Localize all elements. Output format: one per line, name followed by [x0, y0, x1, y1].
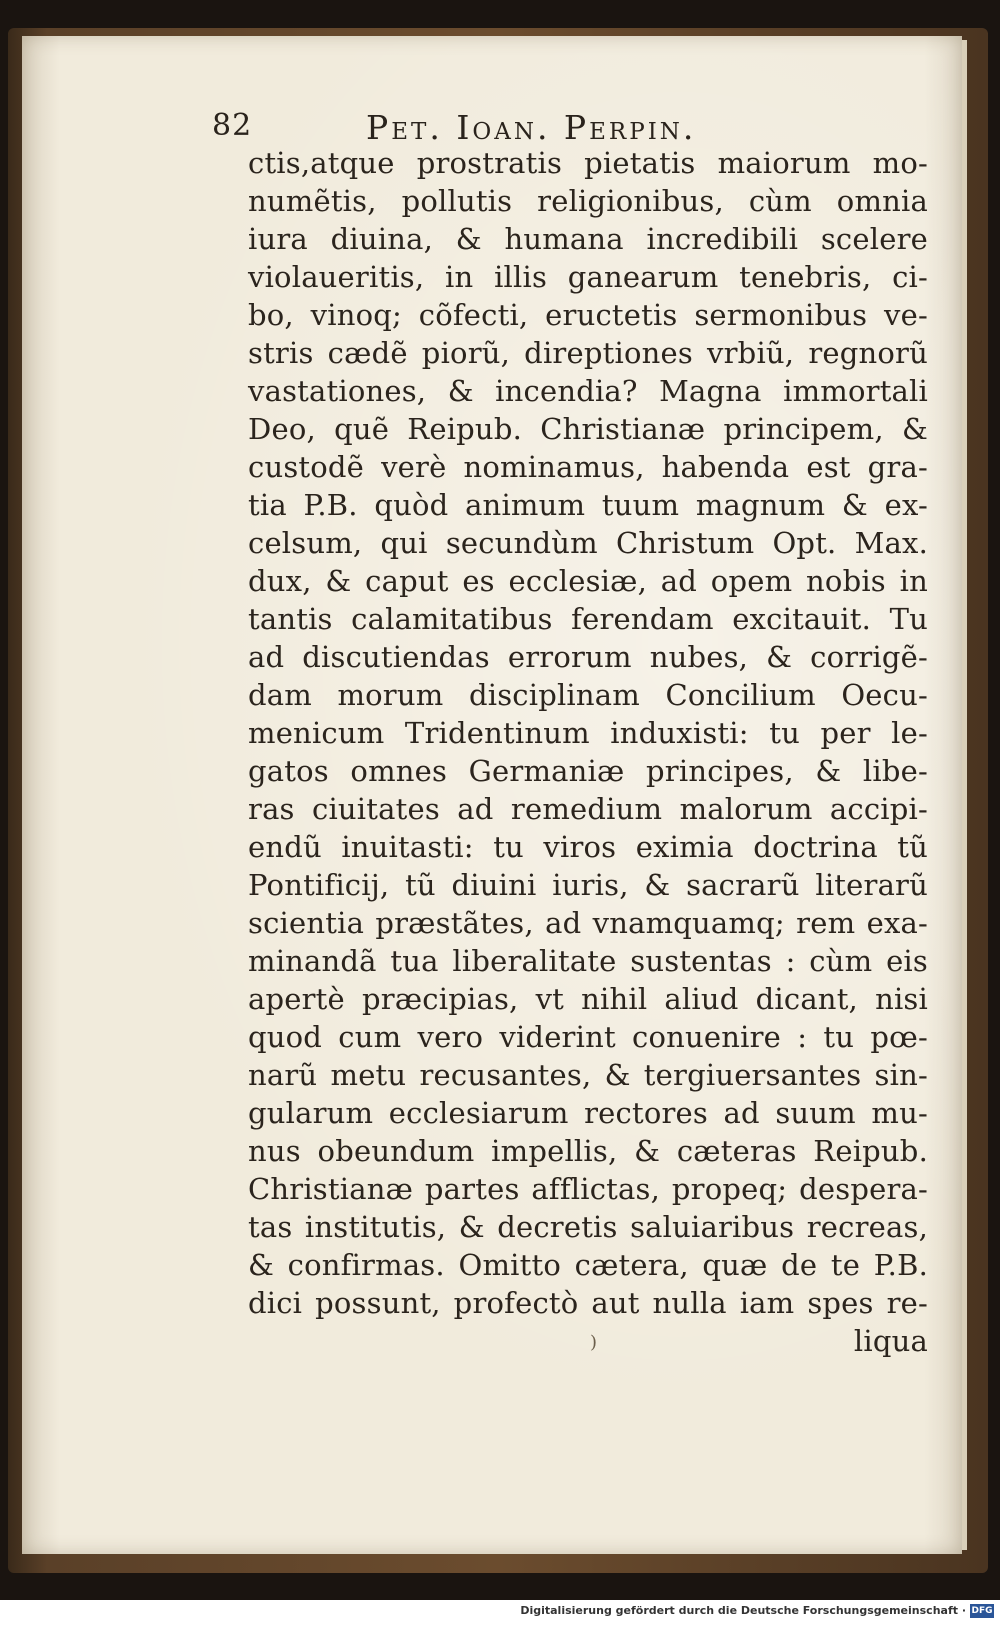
text-line: violaueritis, in illis ganearum tenebris, ci-	[248, 260, 928, 294]
book-page	[22, 36, 962, 1554]
text-line: stris cædẽ piorũ, direptiones vrbiũ, regnorũ	[248, 336, 928, 370]
text-line: Christianæ partes afflictas, propeq; despera-	[248, 1172, 928, 1206]
text-line: iura diuina, & humana incredibili scelere	[248, 222, 928, 256]
text-line: custodẽ verè nominamus, habenda est gra-	[248, 450, 928, 484]
digitization-footer	[0, 1600, 1000, 1626]
text-line: narũ metu recusantes, & tergiuersantes sin-	[248, 1058, 928, 1092]
ink-mark: )	[590, 1332, 598, 1353]
funding-credit: Digitalisierung gefördert durch die Deutsche Forschungsgemeinschaft ·	[520, 1604, 966, 1617]
text-line: tantis calamitatibus ferendam excitauit. Tu	[248, 602, 928, 636]
text-line: quod cum vero viderint conuenire : tu pœ-	[248, 1020, 928, 1054]
text-line: Pontificij, tũ diuini iuris, & sacrarũ literarũ	[248, 868, 928, 902]
text-line: ad discutiendas errorum nubes, & corrigẽ-	[248, 640, 928, 674]
text-line: apertè præcipias, vt nihil aliud dicant, nisi	[248, 982, 928, 1016]
text-line: bo, vinoq; cõfecti, eructetis sermonibus ve-	[248, 298, 928, 332]
text-line: Deo, quẽ Reipub. Christianæ principem, &	[248, 412, 928, 446]
running-head: Pet. Ioan. Perpin.	[366, 108, 697, 147]
text-line: dux, & caput es ecclesiæ, ad opem nobis in	[248, 564, 928, 598]
text-line: tas institutis, & decretis saluiaribus recreas,	[248, 1210, 928, 1244]
text-line: dam morum disciplinam Concilium Oecu-	[248, 678, 928, 712]
text-line: dici possunt, profectò aut nulla iam spes re-	[248, 1286, 928, 1320]
text-line: minandã tua liberalitate sustentas : cùm eis	[248, 944, 928, 978]
text-line: numẽtis, pollutis religionibus, cùm omnia	[248, 184, 928, 218]
text-line: vastationes, & incendia? Magna immortali	[248, 374, 928, 408]
text-line: tia P.B. quòd animum tuum magnum & ex-	[248, 488, 928, 522]
text-line: nus obeundum impellis, & cæteras Reipub.	[248, 1134, 928, 1168]
text-line: ras ciuitates ad remedium malorum accipi-	[248, 792, 928, 826]
text-line: & confirmas. Omitto cætera, quæ de te P.B.	[248, 1248, 928, 1282]
page-header	[22, 108, 962, 148]
text-line: scientia præstãtes, ad vnamquamq; rem exa-	[248, 906, 928, 940]
body-text	[248, 144, 928, 1360]
text-line: gularum ecclesiarum rectores ad suum mu-	[248, 1096, 928, 1130]
dfg-logo-icon: DFG	[971, 1606, 993, 1616]
text-line: menicum Tridentinum induxisti: tu per le-	[248, 716, 928, 750]
text-line: gatos omnes Germaniæ principes, & libe-	[248, 754, 928, 788]
text-line: ctis,atque prostratis pietatis maiorum mo-	[248, 146, 928, 180]
catchword: liqua	[853, 1324, 928, 1358]
text-line: endũ inuitasti: tu viros eximia doctrina tũ	[248, 830, 928, 864]
page-number: 82	[212, 108, 253, 143]
text-line: celsum, qui secundùm Christum Opt. Max.	[248, 526, 928, 560]
